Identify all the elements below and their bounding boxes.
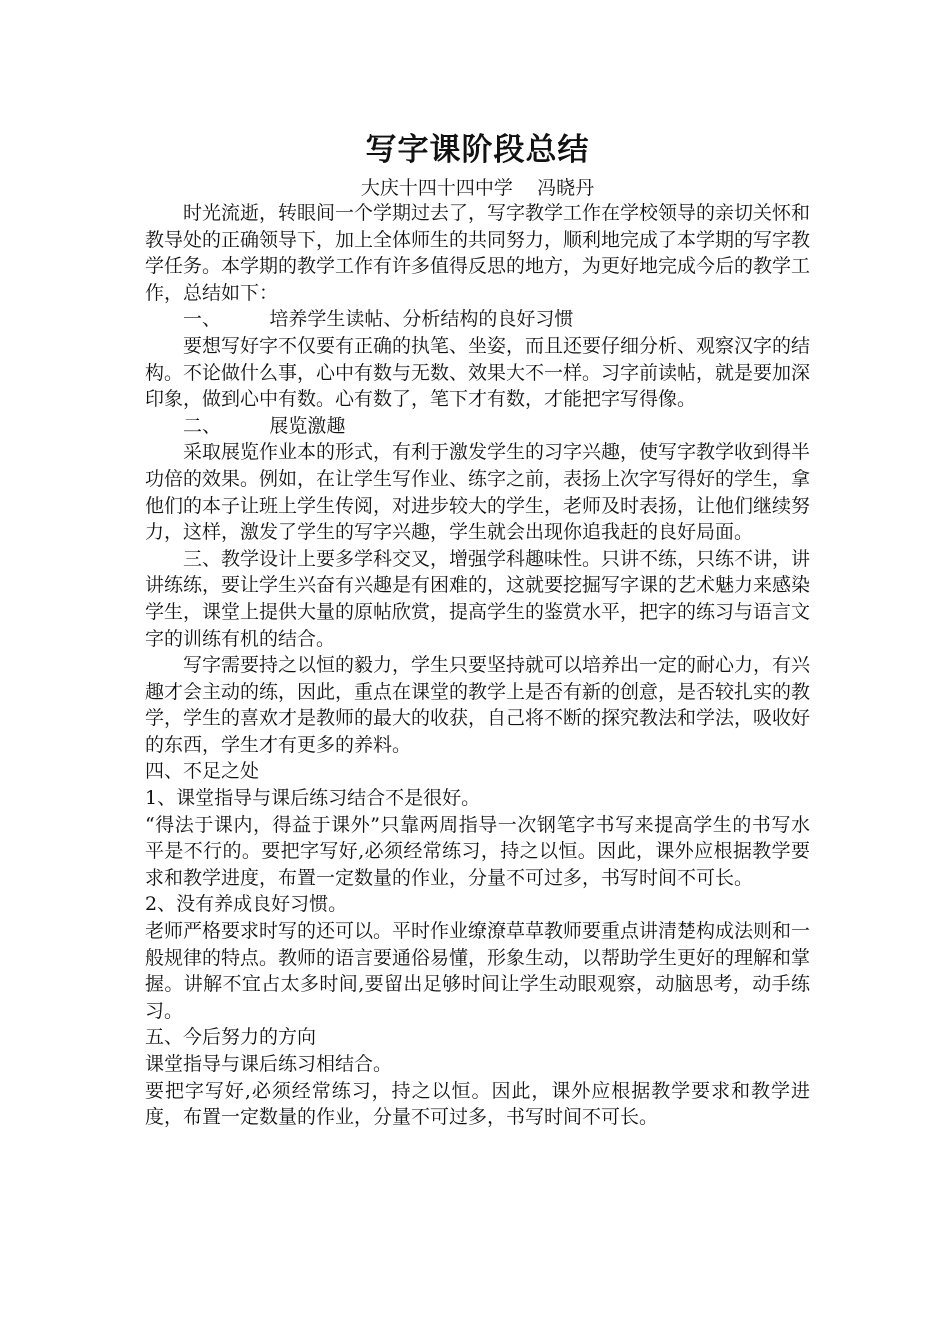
direction-paragraph: 要把字写好,必须经常练习，持之以恒。因此，课外应根据教学要求和教学进度，布置一定数量的作业，分量不可过多，书写时间不可长。: [145, 1079, 810, 1129]
section-3-paragraph: 三、教学设计上要多学科交叉，增强学科趣味性。只讲不练，只练不讲，讲讲练练，要让学生兴奋有兴趣是有困难的，这就要挖掘写字课的艺术魅力来感染学生，课堂上提供大量的原帖欣赏，提高学生的鉴赏水平，把字的练习与语言文字的训练有机的结合。: [145, 547, 811, 650]
section-1-paragraph: 要想写好字不仅要有正确的执笔、坐姿，而且还要仔细分析、观察汉字的结构。不论做什么事，心中有数与无数、效果大不一样。习字前读帖，就是要加深印象，做到心中有数。心有数了，笔下才有数，才能把字写得像。: [145, 334, 811, 411]
intro-paragraph: 时光流逝，转眼间一个学期过去了，写字教学工作在学校领导的亲切关怀和教导处的正确领导下，加上全体师生的共同努力，顺利地完成了本学期的写字教学任务。本学期的教学工作有许多值得反思的地方，为更好地完成今后的教学工作，总结如下：: [145, 202, 811, 304]
persistence-paragraph: 写字需要持之以恒的毅力，学生只要坚持就可以培养出一定的耐心力，有兴趣才会主动的练，因此，重点在课堂的教学上是否有新的创意，是否较扎实的教学，学生的喜欢才是教师的最大的收获，自己将不断的探究教法和学法，吸收好的东西，学生才有更多的养料。: [145, 654, 811, 756]
shortcoming-2-paragraph: 老师严格要求时写的还可以。平时作业缭潦草草教师要重点讲清楚构成法则和一般规律的特点。教师的语言要通俗易懂，形象生动，以帮助学生更好的理解和掌握。讲解不宜占太多时间,要留出足够时间让学生动眼观察，动脑思考，动手练习。: [145, 920, 811, 1022]
shortcoming-1-paragraph: “得法于课内，得益于课外”只靠两周指导一次钢笔字书写来提高学生的书写水平是不行的。要把字写好,必须经常练习，持之以恒。因此，课外应根据教学要求和教学进度，布置一定数量的作业，分量不可过多，书写时间不可长。: [145, 813, 810, 889]
section-2-paragraph: 采取展览作业本的形式，有利于激发学生的习字兴趣，使写字教学收到得半功倍的效果。例如，在让学生写作业、练字之前，表扬上次字写得好的学生，拿他们的本子让班上学生传阅，对进步较大的学生，老师及时表扬，让他们继续努力，这样，激发了学生的写字兴趣，学生就会出现你追我赶的良好局面。: [145, 441, 811, 544]
section-heading-1: 一、 培养学生读帖、分析结构的良好习惯: [183, 308, 574, 331]
section-heading-2: 二、 展览激趣: [183, 414, 346, 437]
shortcoming-2-heading: 2、没有养成良好习惯。: [145, 893, 348, 916]
shortcoming-1-heading: 1、课堂指导与课后练习结合不是很好。: [145, 787, 481, 810]
direction-summary: 课堂指导与课后练习相结合。: [145, 1053, 393, 1075]
section-heading-4: 四、不足之处: [145, 760, 260, 783]
author-byline: 大庆十四十四中学 冯晓丹: [360, 177, 595, 199]
document-body: [145, 128, 810, 1131]
section-heading-5: 五、今后努力的方向: [145, 1026, 317, 1049]
document-title: 写字课阶段总结: [365, 132, 590, 168]
